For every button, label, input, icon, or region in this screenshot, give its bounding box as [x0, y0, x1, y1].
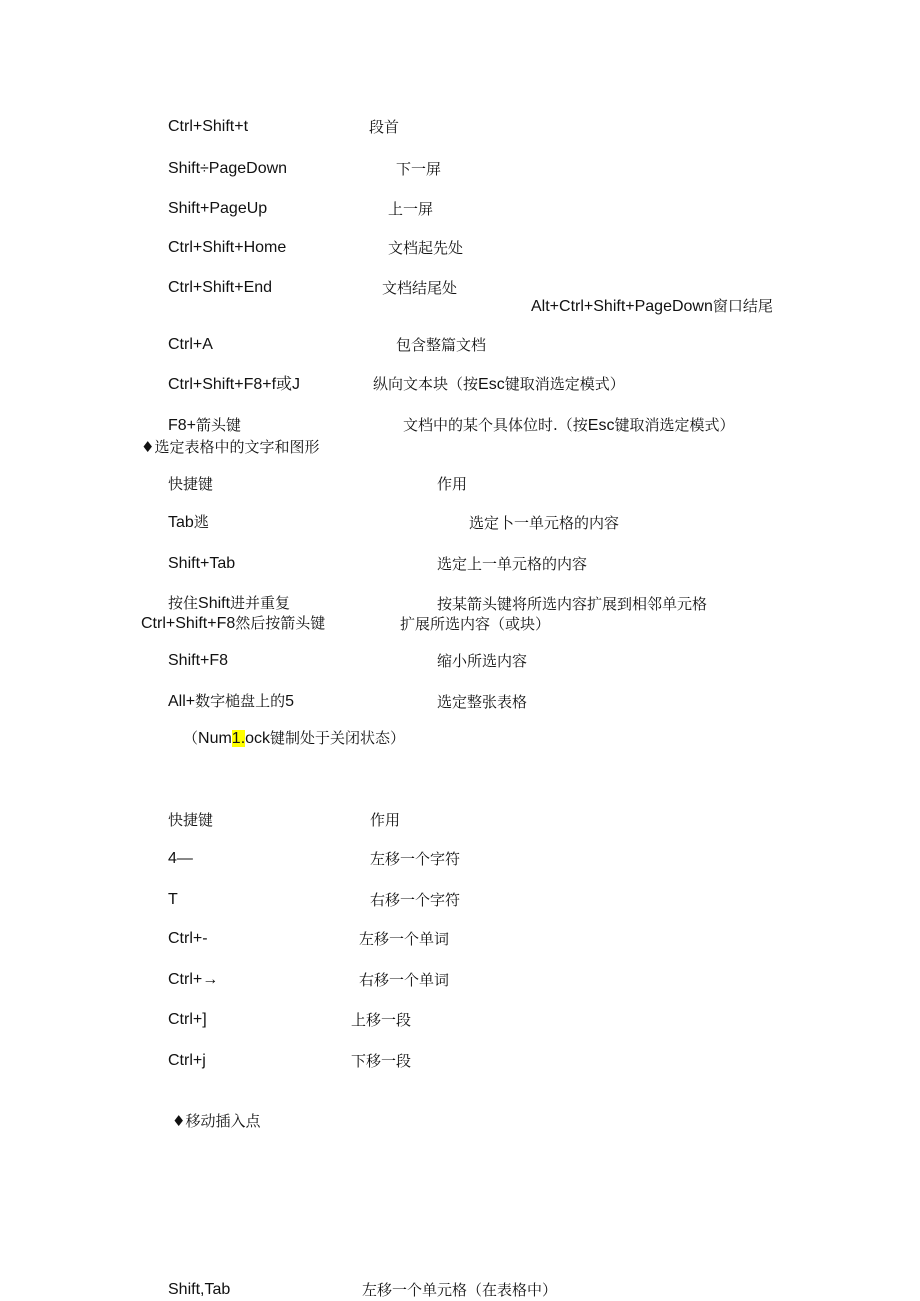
shortcut-key: Ctrl+Shift+t [168, 118, 249, 135]
shortcut-key: Ctrl+Shift+Home [168, 239, 287, 256]
shortcut-key: Ctrl+] [168, 1011, 207, 1028]
shortcut-desc: 窗口结尾 [712, 297, 773, 315]
shortcut-desc: 上移一段 [351, 1011, 412, 1029]
shortcut-desc: 右移一个字符 [370, 891, 461, 909]
shortcut-desc: 选定整张表格 [437, 693, 528, 711]
shortcut-key: Alt+Ctrl+Shift+PageDown [531, 298, 713, 315]
shortcut-key: T [168, 891, 178, 908]
shortcut-desc: 包含整篇文档 [396, 336, 487, 354]
shortcut-desc [373, 377, 625, 393]
key-part: 5 [285, 693, 295, 710]
key-part: 箭头键 [196, 416, 242, 434]
shortcut-desc: 选定卜一单元格的内容 [469, 514, 620, 532]
note-part: （ [183, 729, 199, 747]
shortcut-desc: 下移一段 [351, 1052, 412, 1070]
section-heading: ♦移动插入点 [172, 1112, 261, 1130]
shortcut-key: Ctrl+Shift+End [168, 279, 273, 296]
shortcut-desc: 扩展所选内容（或块） [400, 615, 551, 633]
key-part: Ctrl+Shift+F8 [141, 615, 236, 632]
shortcut-key: Shift+PageUp [168, 200, 268, 217]
shortcut-desc: 段首 [369, 118, 400, 136]
note-part: Num [198, 730, 232, 747]
key-part: Shift [198, 595, 231, 612]
section-heading: ♦选定表格中的文字和图形 [141, 438, 320, 456]
key-part: 进并重复 [230, 594, 291, 612]
shortcut-key [168, 596, 290, 612]
shortcut-key [141, 616, 325, 632]
shortcut-key: Shift,Tab [168, 1281, 231, 1298]
shortcut-desc: 左移一个单元格（在表格中） [362, 1281, 558, 1299]
column-header-desc: 作用 [370, 811, 401, 829]
note-part: ock [245, 730, 271, 747]
shortcut-desc: 上一屏 [388, 200, 434, 218]
shortcut-key [168, 418, 241, 434]
key-part: 然后按箭头键 [235, 614, 326, 632]
key-part: 按住 [168, 594, 199, 612]
column-header-key: 快捷键 [168, 475, 214, 493]
shortcut-desc [403, 418, 734, 434]
shortcut-key: Shift+F8 [168, 652, 229, 669]
key-part: All+ [168, 693, 196, 710]
shortcut-key: Ctrl+→ [168, 971, 219, 988]
shortcut-desc: 右移一个单词 [359, 971, 450, 989]
key-part: Tab [168, 514, 194, 531]
key-part: 数字槌盘上的 [195, 692, 286, 710]
desc-part: Esc [478, 376, 505, 393]
shortcut-desc: 左移一个字符 [370, 850, 461, 868]
shortcut-desc: 选定上一单元格的内容 [437, 555, 588, 573]
desc-part: 键取消选定模式） [504, 375, 625, 393]
shortcut-desc: 下一屏 [396, 160, 442, 178]
column-header-desc: 作用 [437, 475, 468, 493]
desc-part: Esc [587, 417, 615, 434]
note-numlock [183, 731, 405, 747]
note-highlight: 1. [231, 730, 246, 747]
desc-part: 文档中的某个具体位时.（按 [403, 416, 588, 434]
shortcut-desc: 左移一个单词 [359, 930, 450, 948]
shortcut-desc: 文档起先处 [388, 239, 464, 257]
shortcut-key: Ctrl+Shift+F8+f或J [168, 376, 301, 393]
shortcut-key: Shift÷PageDown [168, 160, 288, 177]
shortcut-desc: 按某箭头键将所选内容扩展到相邻单元格 [437, 595, 708, 613]
key-part: F8+ [168, 417, 197, 434]
shortcut-key: Ctrl+A [168, 336, 213, 353]
shortcut-key: 4— [168, 850, 193, 867]
shortcut-key: Shift+Tab [168, 555, 236, 572]
desc-part: 键取消选定模式） [614, 416, 735, 434]
shortcut-row-alt [531, 299, 773, 315]
desc-part: 纵向文本块（按 [373, 375, 479, 393]
key-part: 逃 [193, 513, 209, 531]
shortcut-key [168, 694, 294, 710]
note-part: 键制处于关闭状态） [270, 729, 406, 747]
shortcut-key [168, 515, 209, 531]
shortcut-desc: 缩小所选内容 [437, 652, 528, 670]
shortcut-desc: 文档结尾处 [382, 279, 458, 297]
shortcut-key: Ctrl+- [168, 930, 208, 947]
column-header-key: 快捷键 [168, 811, 214, 829]
shortcut-key: Ctrl+j [168, 1052, 206, 1069]
